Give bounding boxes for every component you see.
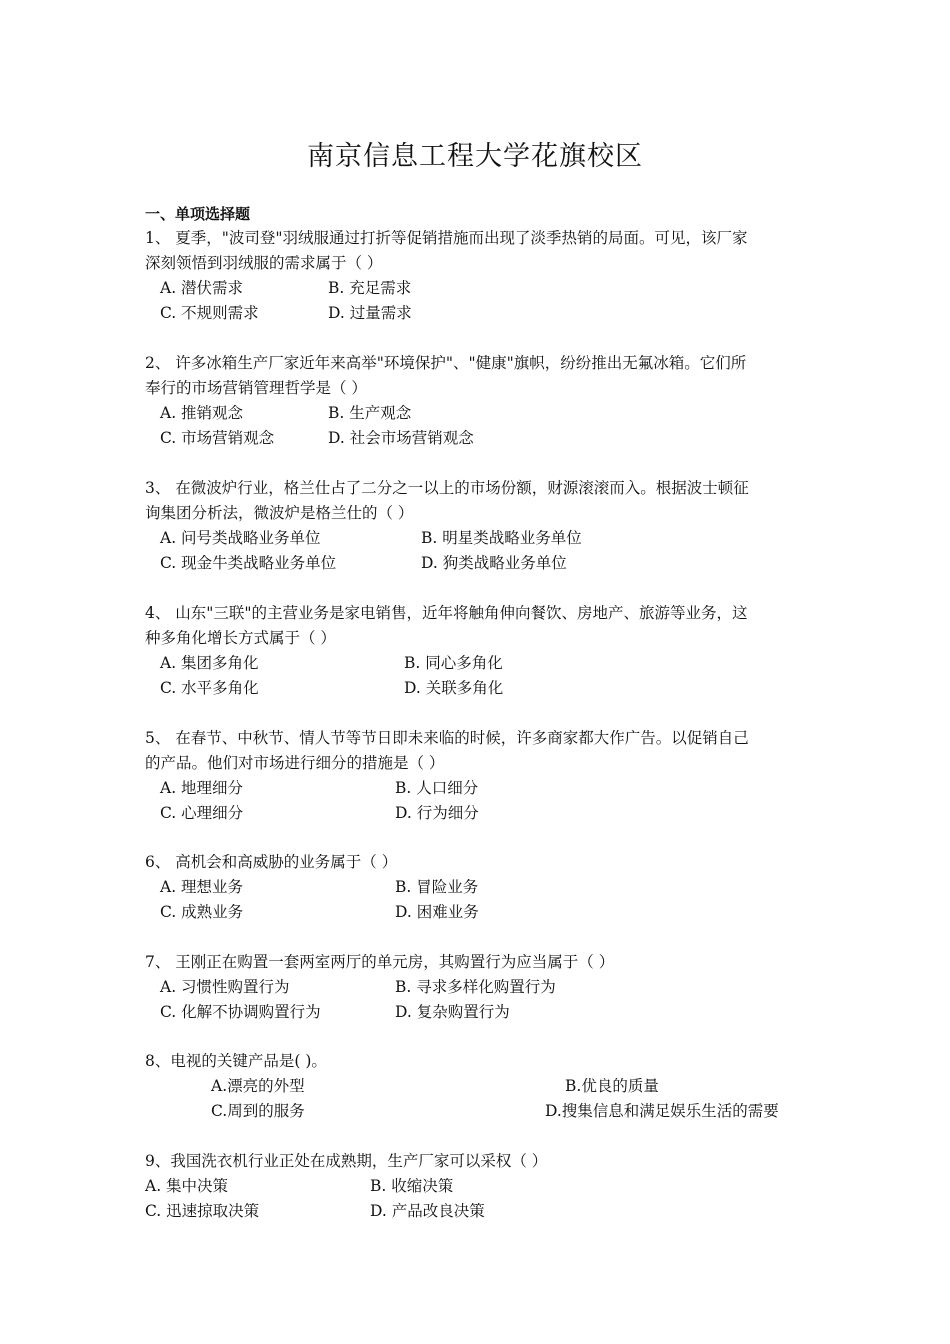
question-2-line-2: 奉行的市场营销管理哲学是（ ） xyxy=(145,379,367,397)
question-7-line-1: 7、 王刚正在购置一套两室两厅的单元房，其购置行为应当属于（ ） xyxy=(145,953,615,971)
question-6-option-b: B. 冒险业务 xyxy=(395,878,479,896)
question-5-line-2: 的产品。他们对市场进行细分的措施是（ ） xyxy=(145,754,445,772)
page-title: 南京信息工程大学花旗校区 xyxy=(307,141,643,172)
question-3-option-b: B. 明星类战略业务单位 xyxy=(421,529,582,547)
question-1-option-a: A. 潜伏需求 xyxy=(160,279,244,297)
question-6-option-a: A. 理想业务 xyxy=(160,878,244,896)
question-6-line-1: 6、 高机会和高威胁的业务属于（ ） xyxy=(145,853,398,871)
question-4-option-c: C. 水平多角化 xyxy=(160,679,259,697)
question-5-option-d: D. 行为细分 xyxy=(395,804,479,822)
question-9-option-a: A. 集中决策 xyxy=(145,1177,229,1195)
question-5-option-c: C. 心理细分 xyxy=(160,804,244,822)
question-5-line-1: 5、 在春节、中秋节、情人节等节日即未来临的时候，许多商家都大作广告。以促销自己 xyxy=(145,729,749,747)
question-3-line-2: 询集团分析法，微波炉是格兰仕的（ ） xyxy=(145,504,414,522)
question-9-line-1: 9、我国洗衣机行业正处在成熟期，生产厂家可以采权（ ） xyxy=(145,1152,548,1170)
question-4-option-a: A. 集团多角化 xyxy=(160,654,259,672)
question-8-option-a: A.漂亮的外型 xyxy=(211,1077,305,1095)
question-3-option-d: D. 狗类战略业务单位 xyxy=(421,554,567,572)
question-1-line-2: 深刻领悟到羽绒服的需求属于（ ） xyxy=(145,254,383,272)
question-2-option-d: D. 社会市场营销观念 xyxy=(328,429,474,447)
question-4-option-d: D. 关联多角化 xyxy=(404,679,504,697)
question-1-option-b: B. 充足需求 xyxy=(328,279,412,297)
question-3-option-a: A. 问号类战略业务单位 xyxy=(160,529,321,547)
question-9-option-c: C. 迅速掠取决策 xyxy=(145,1202,260,1220)
question-2-option-a: A. 推销观念 xyxy=(160,404,244,422)
question-6-option-d: D. 困难业务 xyxy=(395,903,479,921)
question-4-line-2: 种多角化增长方式属于（ ） xyxy=(145,629,336,647)
question-5-option-b: B. 人口细分 xyxy=(395,779,479,797)
question-7-option-d: D. 复杂购置行为 xyxy=(395,1003,510,1021)
question-1-option-d: D. 过量需求 xyxy=(328,304,412,322)
question-9-option-b: B. 收缩决策 xyxy=(370,1177,454,1195)
question-7-option-b: B. 寻求多样化购置行为 xyxy=(395,978,556,996)
question-2-option-b: B. 生产观念 xyxy=(328,404,412,422)
question-8-option-c: C.周到的服务 xyxy=(211,1102,305,1120)
question-9-option-d: D. 产品改良决策 xyxy=(370,1202,485,1220)
question-8-option-b: B.优良的质量 xyxy=(565,1077,659,1095)
question-2-option-c: C. 市场营销观念 xyxy=(160,429,275,447)
question-1-line-1: 1、 夏季，"波司登"羽绒服通过打折等促销措施而出现了淡季热销的局面。可见，该厂家 xyxy=(145,229,748,247)
question-4-option-b: B. 同心多角化 xyxy=(404,654,503,672)
question-7-option-a: A. 习惯性购置行为 xyxy=(160,978,290,996)
question-2-line-1: 2、 许多冰箱生产厂家近年来高举"环境保护"、"健康"旗帜，纷纷推出无氟冰箱。它们所 xyxy=(145,354,747,372)
question-8-line-1: 8、电视的关键产品是( )。 xyxy=(145,1052,327,1070)
section-heading: 一、单项选择题 xyxy=(145,205,251,223)
question-4-line-1: 4、 山东"三联"的主营业务是家电销售，近年将触角伸向餐饮、房地产、旅游等业务，这 xyxy=(145,604,748,622)
question-1-option-c: C. 不规则需求 xyxy=(160,304,259,322)
question-6-option-c: C. 成熟业务 xyxy=(160,903,244,921)
question-3-option-c: C. 现金牛类战略业务单位 xyxy=(160,554,337,572)
question-7-option-c: C. 化解不协调购置行为 xyxy=(160,1003,321,1021)
question-8-option-d: D.搜集信息和满足娱乐生活的需要 xyxy=(545,1102,779,1120)
question-5-option-a: A. 地理细分 xyxy=(160,779,244,797)
question-3-line-1: 3、 在微波炉行业，格兰仕占了二分之一以上的市场份额，财源滚滚而入。根据波士顿征 xyxy=(145,479,749,497)
